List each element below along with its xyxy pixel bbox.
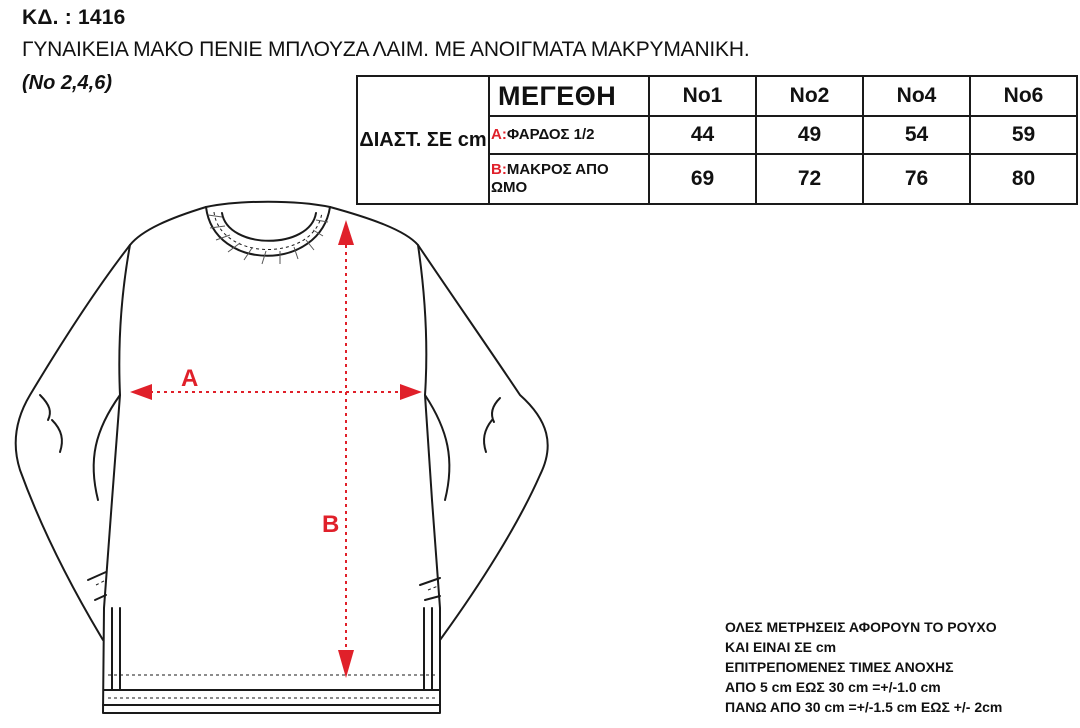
measure-label-length-line1: ΜΑΚΡΟΣ ΑΠΟ (506, 161, 609, 178)
note-line: ΕΠΙΤΡΕΠΟΜΕΝΕΣ ΤΙΜΕΣ ΑΝΟΧΗΣ (725, 659, 954, 675)
note-line: ΟΛΕΣ ΜΕΤΡΗΣΕΙΣ ΑΦΟΡΟΥΝ ΤΟ ΡΟΥΧΟ (725, 619, 997, 635)
size-column-header: No1 (649, 76, 756, 116)
neckline-outer (206, 207, 330, 256)
right-slit (424, 608, 432, 690)
left-slit (112, 608, 120, 690)
dimensions-label: ΔΙΑΣΤ. ΣΕ cm (357, 76, 489, 204)
sizes-note: (No 2,4,6) (22, 72, 113, 94)
measure-letter-b: B: (491, 161, 507, 178)
label-a: A (181, 365, 199, 392)
note-line: ΠΑΝΩ ΑΠΟ 30 cm =+/-1.5 cm ΕΩΣ +/- 2cm (725, 699, 1003, 715)
table-cell: 49 (756, 116, 863, 154)
table-cell: 59 (970, 116, 1077, 154)
measure-a (130, 362, 422, 400)
shirt-body (103, 207, 440, 713)
left-crease (40, 395, 62, 452)
measure-b (322, 220, 354, 678)
left-sleeve (16, 245, 130, 640)
neckline-inner (222, 213, 316, 241)
right-crease (484, 398, 500, 452)
stitch-lines (96, 212, 438, 698)
note-line: ΚΑΙ ΕΙΝΑΙ ΣΕ cm (725, 639, 837, 655)
neck-top (206, 202, 330, 207)
product-description: ΓΥΝΑΙΚΕΙΑ ΜΑΚΟ ΠΕΝΙΕ ΜΠΛΟΥΖΑ ΛΑΙΜ. ΜΕ ΑΝΟΙΓΜΑΤΑ ΜΑΚΡΥΜΑΝΙΚΗ. (22, 38, 750, 61)
tolerance-notes (725, 617, 1002, 717)
size-column-header: No4 (863, 76, 970, 116)
table-cell: 44 (649, 116, 756, 154)
shirt-outline (16, 202, 548, 713)
table-cell: 76 (863, 154, 970, 204)
left-cuff (88, 572, 106, 600)
size-column-header: No6 (970, 76, 1077, 116)
table-cell: 80 (970, 154, 1077, 204)
measure-letter-a: A: (491, 126, 507, 143)
measure-label-width: ΦΑΡΔΟΣ 1/2 (506, 126, 595, 143)
table-cell: 69 (649, 154, 756, 204)
size-column-header: No2 (756, 76, 863, 116)
table-cell: 54 (863, 116, 970, 154)
label-b: B (322, 511, 340, 538)
measure-label-length-line2: ΩΜΟ (491, 179, 528, 196)
note-line: ΑΠΟ 5 cm ΕΩΣ 30 cm =+/-1.0 cm (725, 679, 941, 695)
product-code: ΚΔ. : 1416 (22, 6, 126, 29)
sizes-header: ΜΕΓΕΘΗ (489, 76, 649, 116)
table-cell: 72 (756, 154, 863, 204)
